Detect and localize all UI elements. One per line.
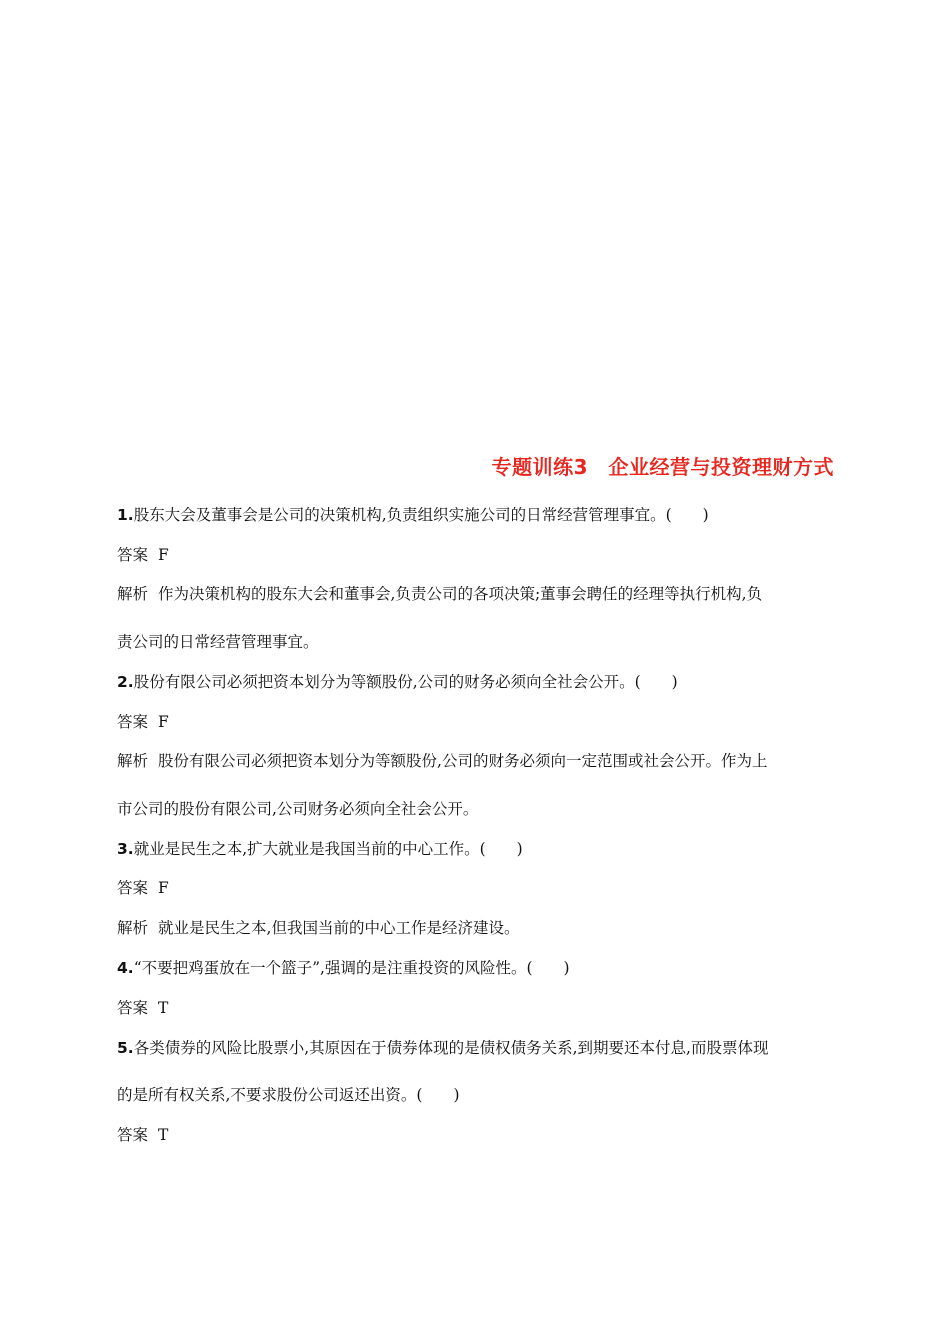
answer-value: F xyxy=(158,879,169,897)
question-text: 各类债券的风险比股票小,其原因在于债券体现的是债权债务关系,到期要还本付息,而股票体现 xyxy=(133,1039,769,1057)
question-1 xyxy=(117,505,709,525)
answer-1 xyxy=(117,545,169,565)
question-4 xyxy=(117,958,570,978)
analysis-text: 作为决策机构的股东大会和董事会,负责公司的各项决策;董事会聘任的经理等执行机构,负 xyxy=(158,585,763,603)
answer-label: 答案 xyxy=(117,713,149,731)
answer-5 xyxy=(117,1125,168,1145)
analysis-text: 责公司的日常经营管理事宜。 xyxy=(117,633,319,651)
answer-value: F xyxy=(158,713,169,731)
analysis-2 xyxy=(117,751,767,771)
answer-value: F xyxy=(158,546,169,564)
analysis-1-continued xyxy=(117,632,319,652)
answer-value: T xyxy=(158,1126,169,1144)
answer-2 xyxy=(117,712,169,732)
analysis-1 xyxy=(117,584,762,604)
page-title: 专题训练3 企业经营与投资理财方式 xyxy=(491,455,834,479)
question-text: 股份有限公司必须把资本划分为等额股份,公司的财务必须向全社会公开。( ) xyxy=(133,673,678,691)
analysis-label: 解析 xyxy=(117,919,149,937)
question-text: 就业是民生之本,扩大就业是我国当前的中心工作。( ) xyxy=(133,840,523,858)
question-number: 3. xyxy=(117,840,134,858)
question-number: 4. xyxy=(117,959,134,977)
analysis-label: 解析 xyxy=(117,585,149,603)
question-number: 5. xyxy=(117,1039,134,1057)
analysis-3 xyxy=(117,918,519,938)
question-text: 的是所有权关系,不要求股份公司返还出资。( ) xyxy=(117,1086,460,1104)
analysis-text: 就业是民生之本,但我国当前的中心工作是经济建设。 xyxy=(158,919,520,937)
question-text: 股东大会及董事会是公司的决策机构,负责组织实施公司的日常经营管理事宜。( ) xyxy=(133,506,709,524)
answer-label: 答案 xyxy=(117,1126,149,1144)
answer-3 xyxy=(117,878,169,898)
question-2 xyxy=(117,672,678,692)
analysis-label: 解析 xyxy=(117,752,149,770)
question-5-continued xyxy=(117,1085,460,1105)
question-3 xyxy=(117,839,523,859)
analysis-2-continued xyxy=(117,799,478,819)
answer-4 xyxy=(117,998,168,1018)
answer-value: T xyxy=(158,999,169,1017)
question-text: “不要把鸡蛋放在一个篮子”,强调的是注重投资的风险性。( ) xyxy=(133,959,570,977)
answer-label: 答案 xyxy=(117,546,149,564)
question-5 xyxy=(117,1038,768,1058)
question-number: 1. xyxy=(117,506,134,524)
answer-label: 答案 xyxy=(117,999,149,1017)
analysis-text: 市公司的股份有限公司,公司财务必须向全社会公开。 xyxy=(117,800,479,818)
analysis-text: 股份有限公司必须把资本划分为等额股份,公司的财务必须向一定范围或社会公开。作为上 xyxy=(158,752,768,770)
question-number: 2. xyxy=(117,673,134,691)
answer-label: 答案 xyxy=(117,879,149,897)
